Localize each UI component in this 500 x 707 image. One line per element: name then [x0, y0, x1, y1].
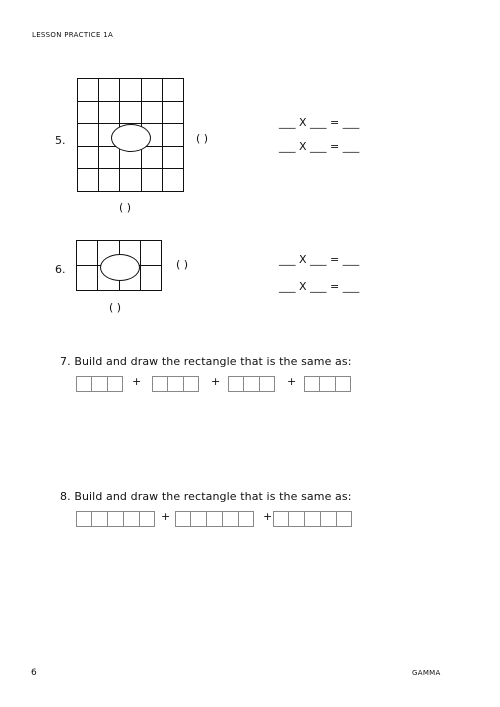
problem-6-oval [100, 254, 140, 281]
page-number: 6 [31, 668, 37, 678]
problem-6-number: 6. [55, 263, 66, 276]
problem-7-block-3 [228, 376, 275, 392]
problem-5-paren-bottom: ( ) [119, 201, 132, 214]
problem-5-number: 5. [55, 134, 66, 147]
problem-7-block-1 [76, 376, 123, 392]
brand-name: GAMMA [412, 669, 441, 677]
problem-7-prompt-line [60, 355, 352, 368]
problem-5-paren-right: ( ) [196, 132, 209, 145]
problem-7-number: 7. [60, 355, 71, 368]
problem-7-plus-2: + [211, 375, 221, 388]
problem-6-paren-bottom: ( ) [109, 301, 122, 314]
problem-8-block-3 [273, 511, 352, 527]
problem-6-paren-right: ( ) [176, 258, 189, 271]
problem-8-plus-2: + [263, 510, 273, 523]
problem-7-prompt: Build and draw the rectangle that is the same as: [74, 355, 352, 368]
problem-8-number: 8. [60, 490, 71, 503]
problem-8-block-1 [76, 511, 155, 527]
problem-8-plus-1: + [161, 510, 171, 523]
lesson-title: LESSON PRACTICE 1A [32, 31, 114, 39]
problem-5-equation-2: ___ X ___ = ___ [279, 140, 360, 153]
problem-6-equation-2: ___ X ___ = ___ [279, 280, 360, 293]
problem-7-plus-3: + [287, 375, 297, 388]
problem-7-plus-1: + [132, 375, 142, 388]
problem-8-prompt-line [60, 490, 352, 503]
problem-8-block-2 [175, 511, 254, 527]
problem-5-oval [111, 124, 151, 152]
problem-6-equation-1: ___ X ___ = ___ [279, 253, 360, 266]
problem-8-prompt: Build and draw the rectangle that is the same as: [74, 490, 352, 503]
problem-7-block-4 [304, 376, 351, 392]
problem-7-block-2 [152, 376, 199, 392]
problem-5-equation-1: ___ X ___ = ___ [279, 116, 360, 129]
